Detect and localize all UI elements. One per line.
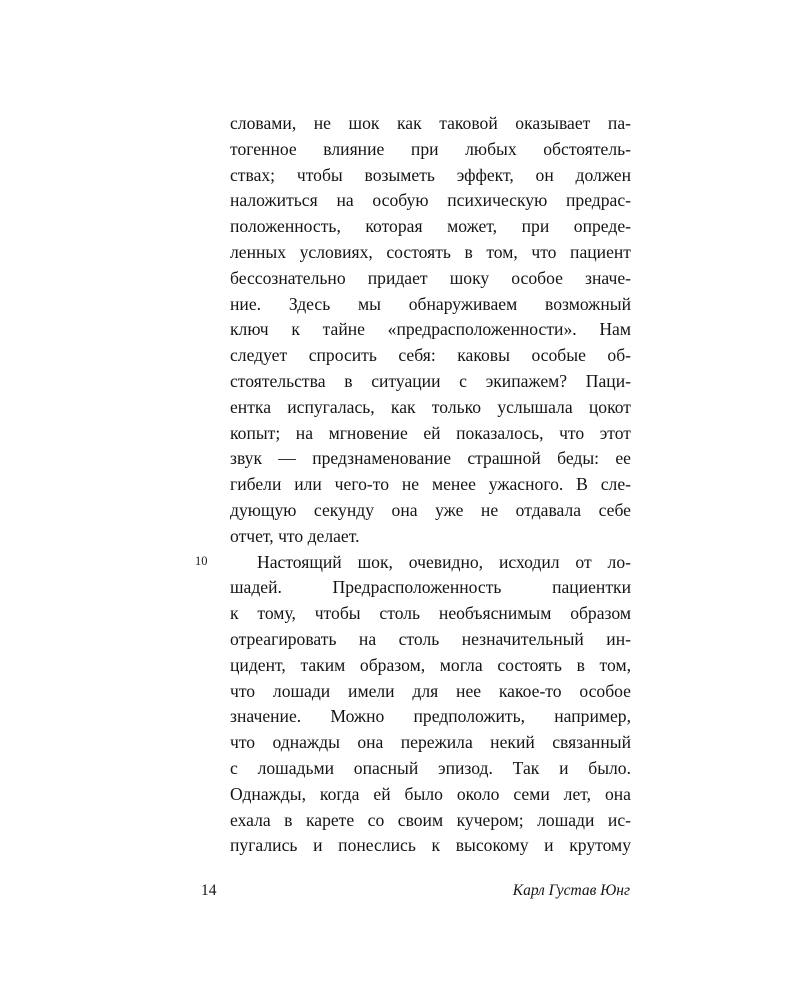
text-line: следует спросить себя: каковы особые об- <box>230 345 631 366</box>
text-line: тогенное влияние при любых обстоятель- <box>230 138 631 159</box>
text-line: ключ к тайне «предрасположенности». Нам <box>230 319 631 340</box>
text-line: пугались и понеслись к высокому и крутому <box>230 835 631 856</box>
text-line: звук — предзнаменование страшной беды: ее <box>230 448 631 469</box>
text-line: значение. Можно предположить, например, <box>230 706 631 727</box>
text-line: копыт; на мгновение ей показалось, что этот <box>230 422 631 443</box>
text-line: что лошади имели для нее какое-то особое <box>230 680 631 701</box>
text-line: стоятельства в ситуации с экипажем? Паци- <box>230 370 631 391</box>
text-line: с лошадьми опасный эпизод. Так и было. <box>230 757 631 778</box>
text-line: бессознательно придает шоку особое значе- <box>230 267 631 288</box>
text-line: цидент, таким образом, могла состоять в том, <box>230 654 631 675</box>
text-line: Однажды, когда ей было около семи лет, она <box>230 783 631 804</box>
margin-paragraph-number: 10 <box>195 553 208 568</box>
text-line: Настоящий шок, очевидно, исходил от ло- <box>257 551 631 572</box>
text-line: ствах; чтобы возыметь эффект, он должен <box>230 164 631 185</box>
text-column <box>195 111 631 859</box>
paragraph-continued <box>230 111 631 550</box>
text-line: дующую секунду она уже не отдавала себе <box>230 499 631 520</box>
text-line: ленных условиях, состоять в том, что пациент <box>230 241 631 262</box>
text-line: отчет, что делает. <box>230 525 360 546</box>
text-line: ехала в карете со своим кучером; лошади ис- <box>230 809 631 830</box>
running-title-author: Карл Густав Юнг <box>512 882 630 899</box>
text-line: к тому, чтобы столь необъяснимым образом <box>230 603 631 624</box>
text-line: словами, не шок как таковой оказывает па- <box>230 113 631 133</box>
page-footer <box>201 882 630 900</box>
text-line: положенность, которая может, при опреде- <box>230 216 631 237</box>
text-line: гибели или чего-то не менее ужасного. В сле- <box>230 474 631 495</box>
text-line: ние. Здесь мы обнаруживаем возможный <box>230 293 631 314</box>
page-number: 14 <box>201 882 217 899</box>
text-line: ентка испугалась, как только услышала цокот <box>230 396 631 417</box>
paragraph-10 <box>195 550 631 860</box>
text-line: наложиться на особую психическую предрас- <box>230 190 631 211</box>
text-line: отреагировать на столь незначительный ин- <box>230 628 631 649</box>
text-line: что однажды она пережила некий связанный <box>230 732 631 753</box>
text-line: шадей. Предрасположенность пациентки <box>230 577 631 598</box>
